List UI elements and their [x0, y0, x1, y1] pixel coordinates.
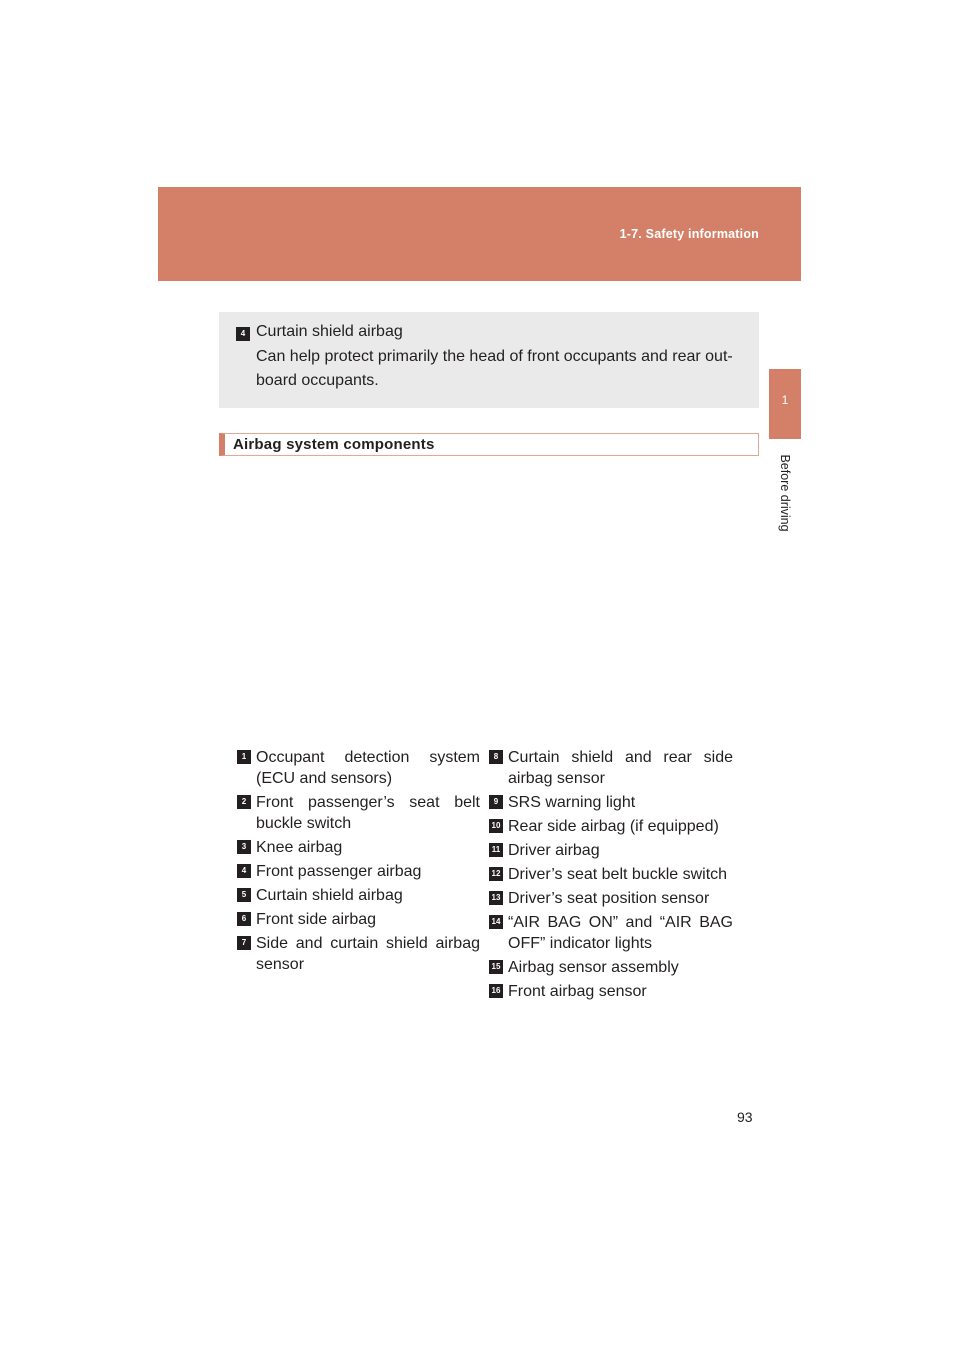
item-label: Driver’s seat belt buckle switch	[508, 866, 728, 883]
item-number-marker: 10	[489, 819, 503, 833]
item-number-marker: 12	[489, 867, 503, 881]
figure-area	[219, 470, 759, 732]
list-item	[489, 888, 733, 909]
item-label: Curtain shield and rear side airbag sensor	[508, 749, 733, 787]
list-item	[489, 912, 733, 954]
section-title: Airbag system components	[233, 436, 435, 453]
list-item	[237, 933, 480, 975]
item-label: Occupant detection system (ECU and sensors)	[256, 749, 480, 787]
item-label: Rear side airbag (if equipped)	[508, 818, 719, 835]
list-item	[489, 747, 733, 789]
item-label: Side and curtain shield airbag sensor	[256, 935, 480, 973]
chapter-label-container	[770, 448, 800, 538]
item-label: “AIR BAG ON” and “AIR BAG OFF” indicator lights	[508, 914, 733, 952]
item-label: Driver airbag	[508, 842, 600, 859]
chapter-tab	[769, 369, 801, 439]
list-item	[237, 909, 480, 930]
list-item	[237, 837, 480, 858]
header-band	[158, 187, 801, 281]
info-box-marker: 4	[236, 327, 250, 341]
item-number-marker: 13	[489, 891, 503, 905]
item-number-marker: 7	[237, 936, 251, 950]
list-item	[489, 816, 733, 837]
item-number-marker: 5	[237, 888, 251, 902]
item-label: Front passenger’s seat belt buckle switch	[256, 794, 480, 832]
item-number-marker: 2	[237, 795, 251, 809]
header-section-title: 1-7. Safety information	[619, 227, 759, 241]
section-heading	[219, 433, 759, 456]
item-number-marker: 9	[489, 795, 503, 809]
info-box-text: Can help protect primarily the head of front occupants and rear out-board occupants.	[256, 348, 733, 389]
item-label: Front airbag sensor	[508, 983, 647, 1000]
list-item	[237, 861, 480, 882]
item-number-marker: 16	[489, 984, 503, 998]
list-item	[489, 840, 733, 861]
item-number-marker: 14	[489, 915, 503, 929]
list-item	[237, 792, 480, 834]
component-list-right	[489, 747, 733, 1005]
item-number-marker: 11	[489, 843, 503, 857]
item-number-marker: 8	[489, 750, 503, 764]
info-box	[219, 312, 759, 408]
item-number-marker: 15	[489, 960, 503, 974]
item-label: Front passenger airbag	[256, 863, 422, 880]
component-list-left	[237, 747, 480, 978]
item-number-marker: 6	[237, 912, 251, 926]
list-item	[489, 792, 733, 813]
item-label: Curtain shield airbag	[256, 887, 403, 904]
info-box-title: Curtain shield airbag	[256, 323, 403, 340]
item-label: Airbag sensor assembly	[508, 959, 679, 976]
list-item	[489, 864, 733, 885]
page-number: 93	[737, 1109, 753, 1125]
item-label: Front side airbag	[256, 911, 377, 928]
chapter-label: Before driving	[778, 454, 792, 532]
chapter-number: 1	[781, 393, 789, 407]
list-item	[489, 957, 733, 978]
item-label: SRS warning light	[508, 794, 636, 811]
item-label: Knee airbag	[256, 839, 343, 856]
item-label: Driver’s seat position sensor	[508, 890, 710, 907]
list-item	[237, 747, 480, 789]
item-number-marker: 4	[237, 864, 251, 878]
list-item	[237, 885, 480, 906]
item-number-marker: 1	[237, 750, 251, 764]
list-item	[489, 981, 733, 1002]
item-number-marker: 3	[237, 840, 251, 854]
